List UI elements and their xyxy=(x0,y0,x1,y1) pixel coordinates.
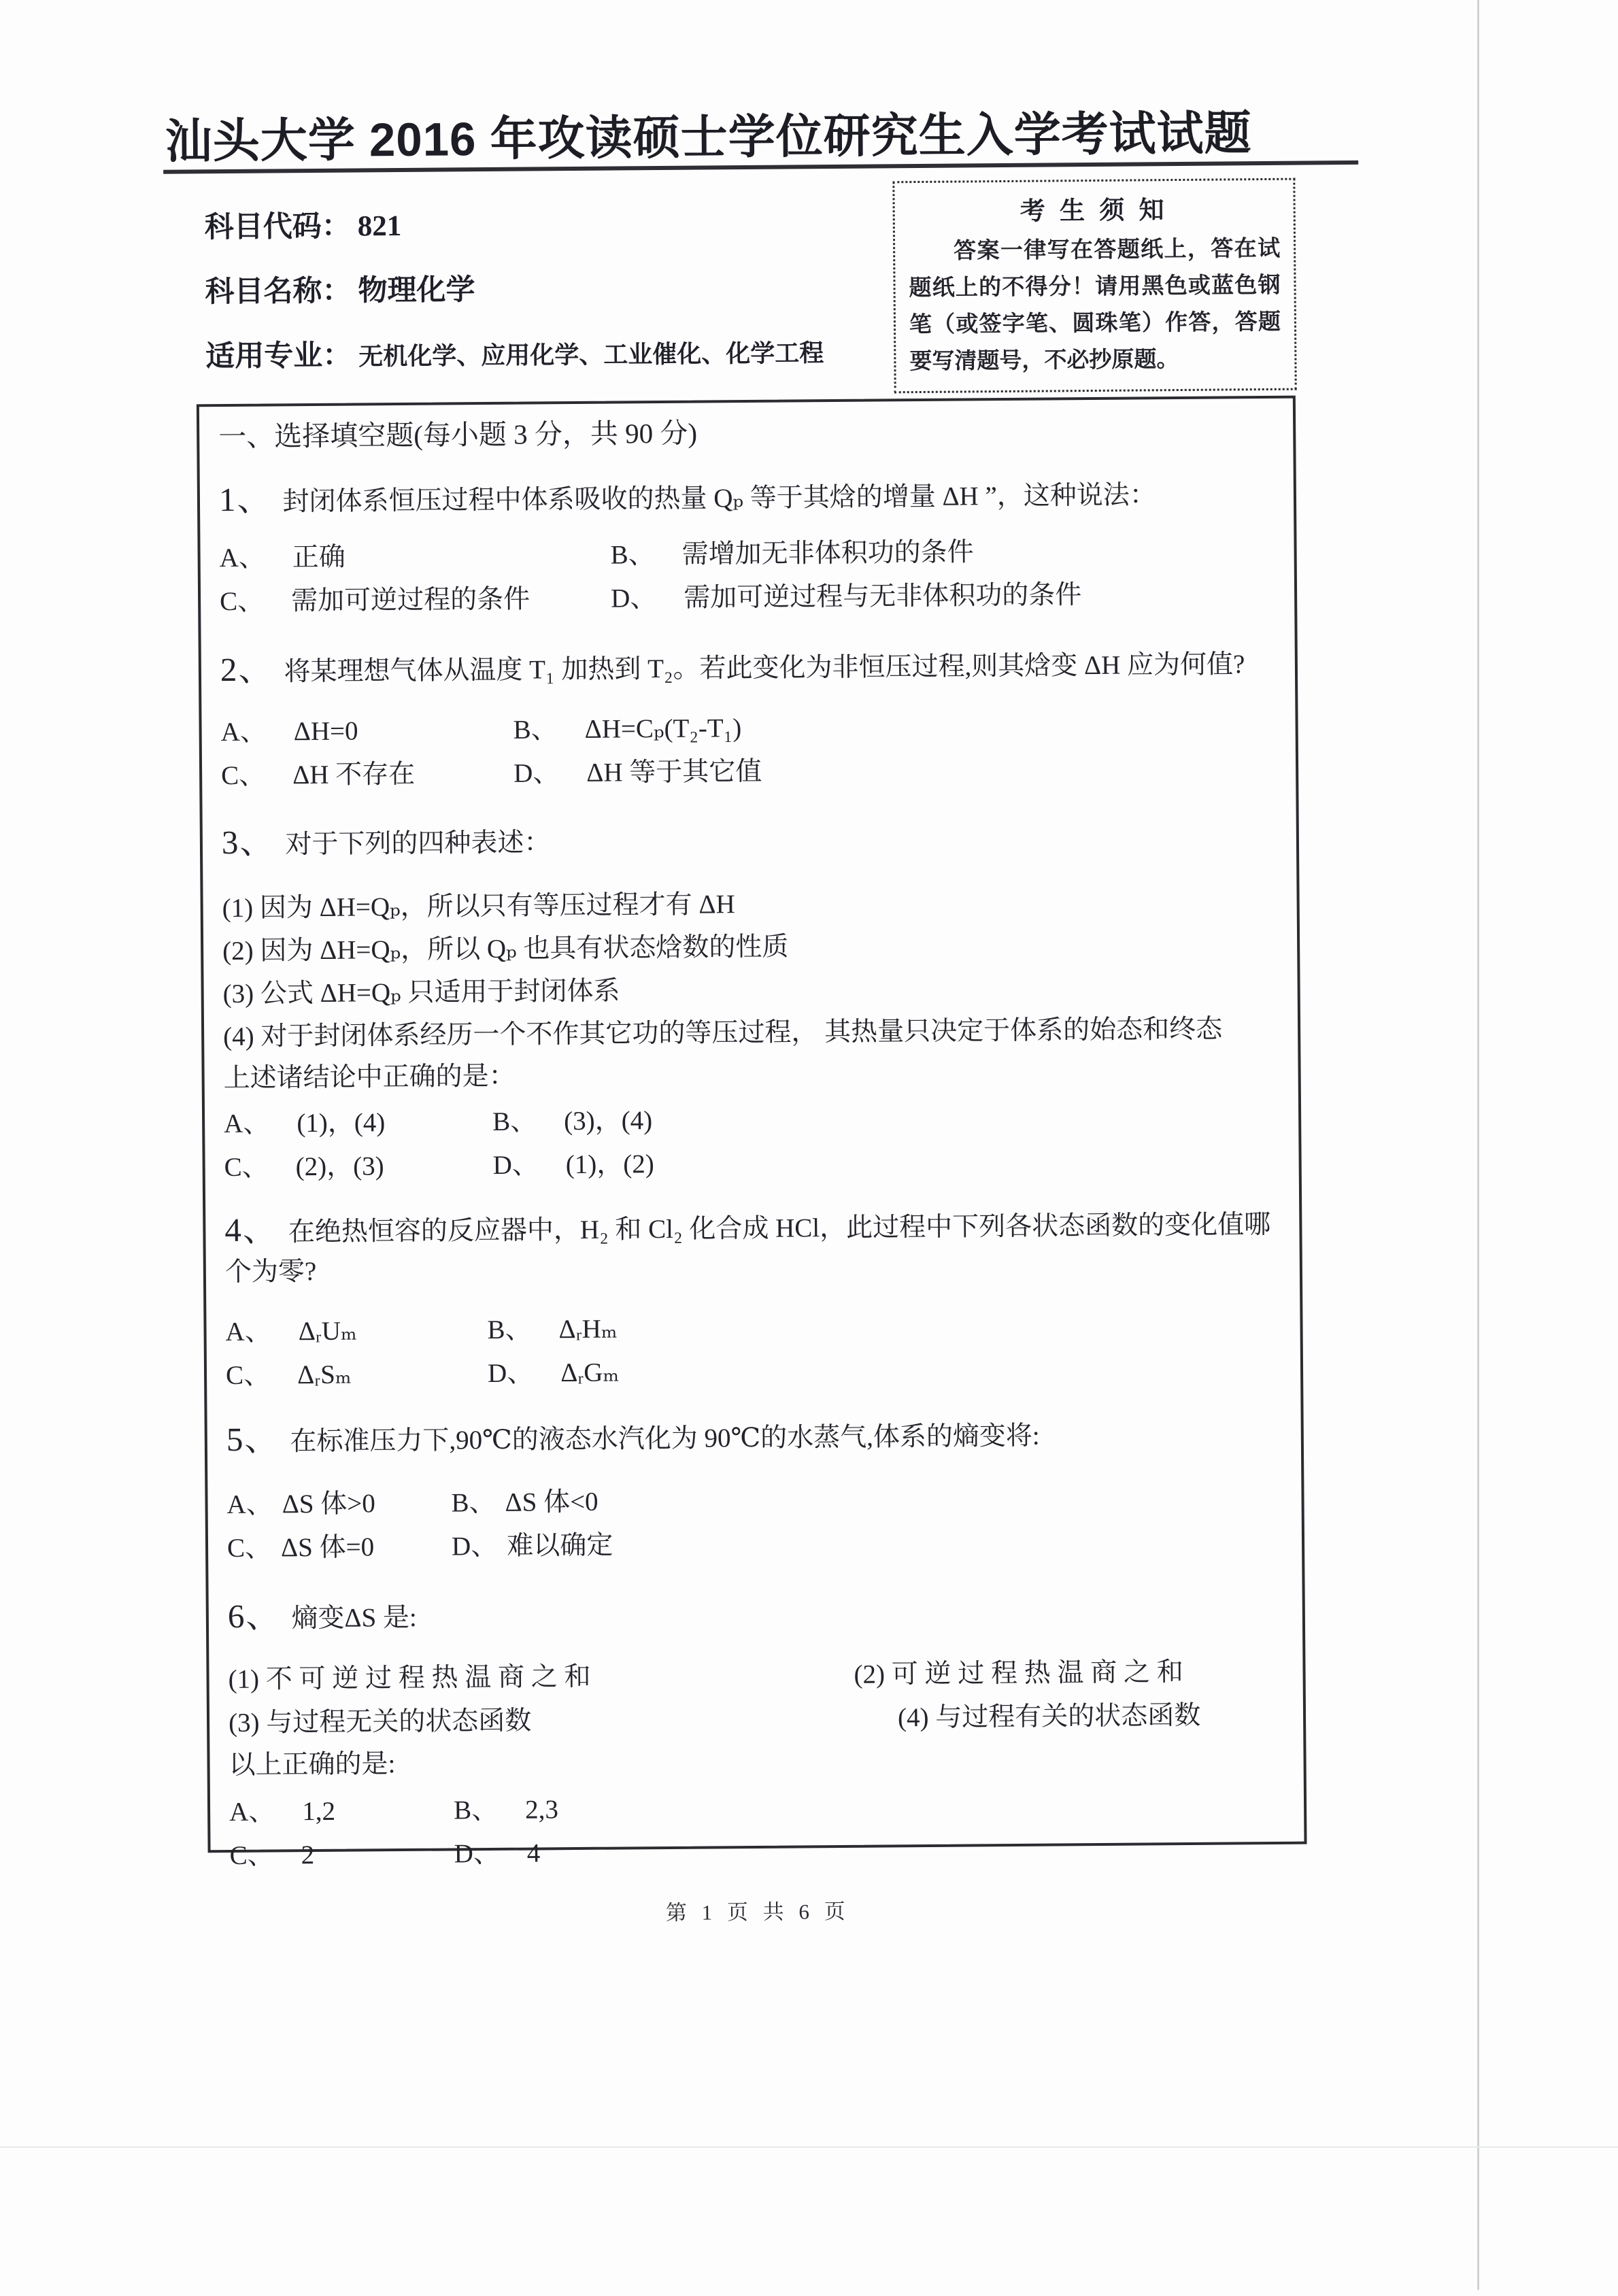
option-text: ΔᵣUₘ xyxy=(298,1316,358,1347)
option-d xyxy=(611,578,1271,615)
statement-list xyxy=(222,879,1275,1058)
option-d xyxy=(492,1144,1275,1181)
question-text: 在标准压力下,90℃的液态水汽化为 90℃的水蒸气,体系的熵变将: xyxy=(290,1421,1040,1457)
notice-title: 考 生 须 知 xyxy=(1019,197,1168,226)
scan-line-artifact xyxy=(0,2146,1618,2148)
option-text: 4 xyxy=(526,1838,541,1868)
question-number: 4、 xyxy=(224,1211,278,1249)
statement-item-2: (2) 因为 ΔH=Qₚ，所以 Qₚ 也具有状态焓数的性质 xyxy=(222,932,789,966)
option-d xyxy=(513,752,1273,790)
options xyxy=(229,1789,1281,1872)
question-number: 6、 xyxy=(227,1597,281,1636)
majors-row xyxy=(205,328,824,375)
question-4 xyxy=(224,1202,1277,1391)
question-stem xyxy=(226,1412,1278,1462)
option-d xyxy=(454,1832,1281,1870)
option-label: B、 xyxy=(610,540,655,570)
subject-code-row xyxy=(205,199,823,246)
option-label: D、 xyxy=(487,1358,534,1389)
options xyxy=(224,1100,1276,1183)
option-label: A、 xyxy=(224,1109,270,1139)
statement-item-2: (2) 可 逆 过 程 热 温 商 之 和 xyxy=(854,1657,1183,1689)
option-label: C、 xyxy=(226,1533,272,1564)
question-tail: 上述诸结论中正确的是： xyxy=(223,1061,516,1094)
option-label: B、 xyxy=(453,1795,499,1825)
option-a xyxy=(225,1315,487,1348)
subject-code-value: 821 xyxy=(357,209,402,243)
option-b xyxy=(513,709,1272,746)
exam-question-box xyxy=(197,396,1307,1871)
option-text: 1,2 xyxy=(302,1796,336,1827)
question-stem xyxy=(220,642,1272,692)
option-text: 2 xyxy=(301,1840,315,1870)
option-label: D、 xyxy=(513,758,560,788)
statement-item-3: (3) 公式 ΔH=Qₚ 只适用于封闭体系 xyxy=(222,976,620,1009)
option-text: (1)，(4) xyxy=(297,1108,386,1138)
scan-edge-artifact xyxy=(1477,0,1479,2290)
option-a xyxy=(224,1107,492,1140)
question-2 xyxy=(220,642,1273,792)
statement-item-4: (4) 与过程有关的状态函数 xyxy=(897,1700,1201,1733)
option-text: 需增加无非体积功的条件 xyxy=(681,537,974,569)
page-title: 汕头大学 2016 年攻读硕士学位研究生入学考试试题 xyxy=(165,107,1252,168)
option-label: B、 xyxy=(451,1487,496,1518)
question-6 xyxy=(228,1589,1281,1872)
option-text: 难以确定 xyxy=(507,1530,613,1561)
page-footer: 第 1 页 共 6 页 xyxy=(665,1899,850,1925)
option-text: 正确 xyxy=(292,542,345,573)
option-a xyxy=(219,540,610,575)
option-label: B、 xyxy=(487,1315,532,1345)
question-5 xyxy=(226,1412,1279,1564)
option-label: B、 xyxy=(513,715,558,745)
option-label: D、 xyxy=(454,1838,500,1869)
option-c xyxy=(226,1358,488,1391)
option-text: ΔᵣGₘ xyxy=(560,1357,620,1388)
options xyxy=(220,709,1273,792)
option-text: ΔH=0 xyxy=(293,716,358,747)
option-a xyxy=(220,715,513,748)
options xyxy=(219,535,1271,618)
option-label: C、 xyxy=(229,1840,274,1871)
question-tail: 以上正确的是: xyxy=(229,1749,396,1780)
option-text: ΔS 体<0 xyxy=(505,1487,599,1517)
option-label: D、 xyxy=(610,584,657,613)
option-label: C、 xyxy=(224,1152,269,1183)
option-c xyxy=(227,1531,452,1564)
notice-box xyxy=(892,178,1296,394)
option-text: (3)，(4) xyxy=(564,1106,653,1136)
option-b xyxy=(451,1481,1278,1519)
question-text: 对于下列的四种表述： xyxy=(285,828,551,860)
option-text: ΔᵣSₘ xyxy=(297,1360,352,1390)
exam-meta xyxy=(205,199,824,398)
option-b xyxy=(454,1789,1281,1827)
statement-item-1: (1) 因为 ΔH=Qₚ，所以只有等压过程才有 ΔH xyxy=(222,890,735,924)
question-text: 熵变ΔS 是: xyxy=(291,1602,417,1634)
option-text: ΔH=Cₚ(T₂-T₁) xyxy=(584,713,742,744)
option-label: C、 xyxy=(225,1360,271,1391)
question-text: 在绝热恒容的反应器中，H₂ 和 Cl₂ 化合成 HCl，此过程中下列各状态函数的变化值哪个为零? xyxy=(224,1209,1271,1287)
option-text: ΔᵣHₘ xyxy=(558,1314,618,1345)
option-b xyxy=(610,535,1270,571)
question-number: 2、 xyxy=(220,650,273,689)
option-text: ΔH 不存在 xyxy=(292,759,416,790)
statement-grid xyxy=(228,1650,1280,1745)
question-number: 3、 xyxy=(221,823,275,862)
subject-name-row xyxy=(205,264,823,310)
subject-name-label: 科目名称： xyxy=(205,275,352,309)
option-a xyxy=(226,1487,451,1521)
statement-item-1: (1) 不 可 逆 过 程 热 温 商 之 和 xyxy=(228,1661,591,1695)
option-label: B、 xyxy=(492,1107,537,1136)
option-c xyxy=(221,758,513,792)
option-label: A、 xyxy=(225,1317,271,1347)
notice-body: 答案一律写在答题纸上，答在试题纸上的不得分！请用黑色或蓝色钢笔（或签字笔、圆珠笔）作答，答题要写清题号，不必抄原题。 xyxy=(909,236,1281,375)
question-stem xyxy=(224,1202,1277,1292)
subject-code-label: 科目代码： xyxy=(204,210,352,244)
option-b xyxy=(492,1100,1275,1138)
question-text: 封闭体系恒压过程中体系吸收的热量 Qₚ 等于其焓的增量 ΔH ”，这种说法： xyxy=(282,480,1156,517)
majors-label: 适用专业： xyxy=(205,339,352,373)
option-text: 需加可逆过程与无非体积功的条件 xyxy=(684,580,1082,613)
statement-item-4: (4) 对于封闭体系经历一个不作其它功的等压过程， 其热量只决定于体系的始态和终态 xyxy=(223,1014,1223,1052)
question-number: 1、 xyxy=(218,480,272,519)
question-1 xyxy=(219,472,1272,618)
option-text: ΔH 等于其它值 xyxy=(586,756,762,788)
option-label: A、 xyxy=(226,1489,273,1520)
statement-column-right xyxy=(854,1650,1280,1740)
option-label: A、 xyxy=(229,1797,275,1827)
statement-item-3: (3) 与过程无关的状态函数 xyxy=(228,1706,532,1738)
majors-value: 无机化学、应用化学、工业催化、化学工程 xyxy=(358,339,824,371)
option-label: A、 xyxy=(219,543,265,573)
option-text: (2)，(3) xyxy=(295,1151,384,1182)
question-text: 将某理想气体从温度 T₁ 加热到 T₂。若此变化为非恒压过程,则其焓变 ΔH 应为何值? xyxy=(284,649,1245,687)
question-stem xyxy=(219,472,1270,522)
option-label: D、 xyxy=(451,1531,498,1561)
question-number: 5、 xyxy=(226,1420,280,1459)
option-label: C、 xyxy=(220,760,266,791)
option-label: C、 xyxy=(219,586,265,617)
option-c xyxy=(220,584,611,618)
subject-name-value: 物理化学 xyxy=(358,274,475,307)
option-label: A、 xyxy=(220,717,267,747)
question-stem xyxy=(222,815,1273,865)
question-3 xyxy=(222,815,1276,1183)
options xyxy=(225,1309,1277,1391)
option-text: 2,3 xyxy=(524,1795,559,1825)
option-d xyxy=(452,1525,1279,1563)
statement-column-left xyxy=(228,1653,854,1745)
option-label: D、 xyxy=(492,1150,539,1180)
section-header: 一、选择填空题(每小题 3 分，共 90 分) xyxy=(218,417,698,453)
option-c xyxy=(229,1838,454,1872)
options xyxy=(226,1481,1279,1564)
option-text: ΔS 体>0 xyxy=(282,1489,375,1519)
option-a xyxy=(229,1795,454,1828)
option-d xyxy=(488,1352,1277,1389)
option-text: ΔS 体=0 xyxy=(280,1532,375,1563)
option-c xyxy=(224,1150,493,1183)
question-stem xyxy=(228,1589,1279,1639)
option-text: (1)，(2) xyxy=(565,1149,654,1180)
option-text: 需加可逆过程的条件 xyxy=(290,584,530,616)
option-b xyxy=(487,1309,1277,1346)
